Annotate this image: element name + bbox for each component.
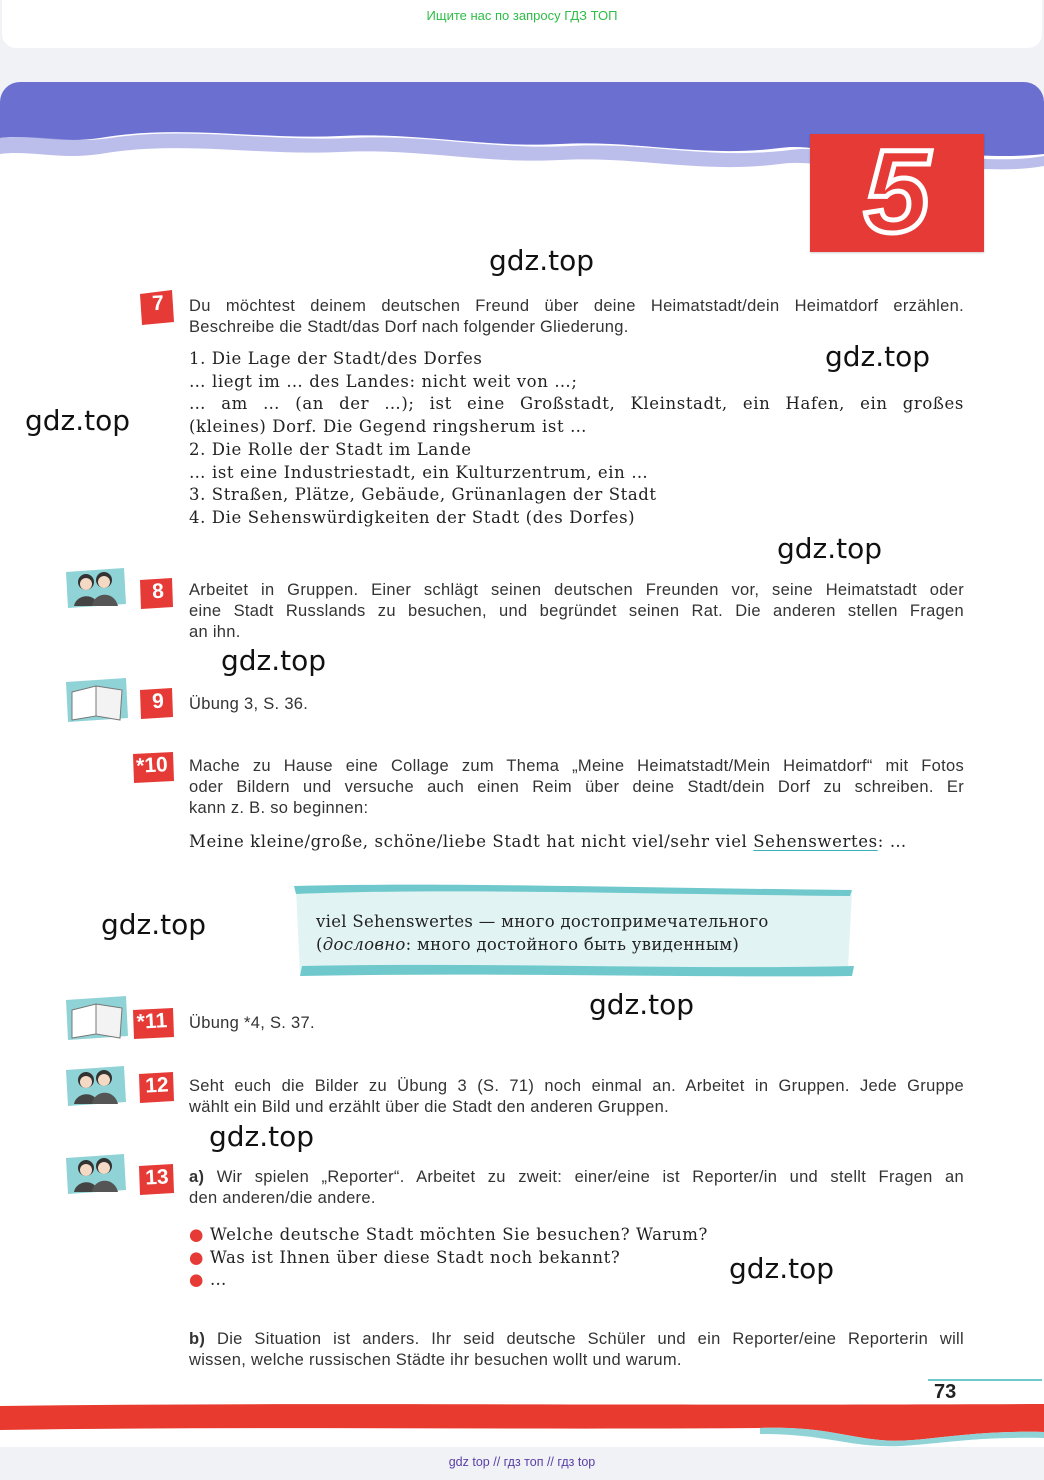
bullet-icon: ● bbox=[189, 1270, 204, 1290]
textbook-page bbox=[0, 82, 1044, 1447]
outline-line: … ist eine Industriestadt, ein Kulturzentrum, ein … bbox=[189, 462, 649, 482]
task-8-line: Arbeitet in Gruppen. Einer schlägt seinen deutschen Freunden vor, seine Heimatstadt oder bbox=[189, 581, 964, 599]
task-8-badge: 8 bbox=[151, 579, 165, 604]
footer-separator: // bbox=[546, 1455, 554, 1469]
group-work-icon bbox=[64, 564, 128, 610]
task-13b-label: b) bbox=[189, 1330, 206, 1348]
question: Was ist Ihnen über diese Stadt noch bekannt? bbox=[209, 1247, 621, 1267]
outline-line: … am … (an der …); ist eine Großstadt, Kleinstadt, ein Hafen, ein großes bbox=[189, 394, 964, 414]
task-10-line: Mache zu Hause eine Collage zum Thema „Meine Heimatstadt/Mein Heimatdorf“ mit Fotos bbox=[189, 757, 964, 775]
outline-line: 3. Straßen, Plätze, Gebäude, Grünanlagen der Stadt bbox=[189, 485, 657, 505]
task-7-badge: 7 bbox=[151, 291, 165, 316]
watermark: gdz.top bbox=[101, 908, 207, 941]
vocab-term: viel Sehenswertes bbox=[316, 912, 474, 931]
task-9-text: Übung 3, S. 36. bbox=[189, 695, 309, 713]
workbook-icon bbox=[64, 994, 130, 1042]
task-12-line: Seht euch die Bilder zu Übung 3 (S. 71) noch einmal an. Arbeitet in Gruppen. Jede Gruppe bbox=[189, 1077, 964, 1095]
task-13a-line-1: Wir spielen „Reporter“. Arbeitet zu zweit: einer/eine ist Reporter/in und stellt Fragen an bbox=[204, 1168, 964, 1186]
task-12-instructions bbox=[189, 1076, 964, 1118]
page-number: 73 bbox=[934, 1381, 957, 1403]
outline-line: 1. Die Lage der Stadt/des Dorfes bbox=[189, 349, 483, 368]
task-11-badge: *11 bbox=[136, 1009, 168, 1034]
task-7-outline bbox=[189, 348, 964, 530]
poem-highlight-word: Sehenswertes bbox=[753, 832, 878, 851]
watermark: gdz.top bbox=[25, 404, 131, 437]
task-13a-line-2: den anderen/die andere. bbox=[189, 1189, 376, 1207]
search-hint-link[interactable]: Ищите нас по запросу ГДЗ ТОП bbox=[426, 8, 618, 23]
task-12-line: wählt ein Bild und erzählt über die Stadt den anderen Gruppen. bbox=[189, 1098, 669, 1116]
question: Welche deutsche Stadt möchten Sie besuchen? Warum? bbox=[209, 1225, 708, 1244]
outline-line: 4. Die Sehenswürdigkeiten der Stadt (des Dorfes) bbox=[189, 507, 636, 527]
vocab-dash: — bbox=[473, 912, 502, 931]
pair-work-icon bbox=[64, 1150, 128, 1196]
footer-link-2[interactable]: гдз топ bbox=[503, 1455, 544, 1469]
task-10-line: oder Bildern und versuche auch einen Reim über deine Stadt/dein Dorf zu schreiben. Er bbox=[189, 778, 964, 796]
outline-line: (kleines) Dorf. Die Gegend ringsherum ist … bbox=[189, 417, 588, 437]
task-7-line-1: Du möchtest deinem deutschen Freund über deine Heimatstadt/dein Heimatdorf erzählen. bbox=[189, 297, 964, 315]
footer-ribbon bbox=[0, 1400, 1044, 1447]
task-10-poem-line bbox=[189, 831, 969, 854]
footer-link-3[interactable]: гдз top bbox=[557, 1455, 596, 1469]
task-7-instructions bbox=[189, 296, 964, 338]
task-13-part-b bbox=[189, 1329, 964, 1371]
vocab-paren: ( bbox=[316, 935, 323, 954]
task-8-line: eine Stadt Russlands zu besuchen, und begründet seinen Rat. Die anderen stellen Fragen bbox=[189, 602, 964, 620]
top-bar bbox=[0, 0, 1044, 50]
vocab-literal-text: : много достойного быть увиденным) bbox=[405, 935, 740, 954]
task-8-line: an ihn. bbox=[189, 623, 241, 641]
watermark: gdz.top bbox=[729, 1252, 835, 1285]
bullet-icon: ● bbox=[189, 1247, 204, 1267]
task-11-text: Übung *4, S. 37. bbox=[189, 1014, 315, 1032]
task-13-badge: 13 bbox=[144, 1165, 170, 1190]
watermark: gdz.top bbox=[489, 244, 595, 277]
watermark: gdz.top bbox=[221, 644, 327, 677]
poem-start: Meine kleine/große, schöne/liebe Stadt hat nicht viel/sehr viel bbox=[189, 832, 754, 851]
task-13a-label: a) bbox=[189, 1168, 205, 1186]
vocabulary-note bbox=[316, 910, 836, 956]
bullet-icon: ● bbox=[189, 1225, 204, 1244]
outline-line: … liegt im … des Landes: nicht weit von …; bbox=[189, 371, 578, 391]
watermark: gdz.top bbox=[209, 1120, 315, 1153]
task-13b-line-2: wissen, welche russischen Städte ihr besuchen wollt und warum. bbox=[189, 1351, 682, 1369]
task-9-badge: 9 bbox=[151, 689, 165, 714]
task-13-questions bbox=[189, 1224, 964, 1292]
task-8-instructions bbox=[189, 580, 964, 643]
footer-separator: // bbox=[493, 1455, 501, 1469]
outline-line: 2. Die Rolle der Stadt im Lande bbox=[189, 439, 472, 459]
task-12-badge: 12 bbox=[144, 1073, 170, 1098]
vocab-literal-label: дословно bbox=[322, 935, 406, 954]
task-7-line-2: Beschreibe die Stadt/das Dorf nach folgender Gliederung. bbox=[189, 318, 629, 336]
task-10-line: kann z. B. so beginnen: bbox=[189, 799, 369, 817]
vocab-translation: много достопримечательного bbox=[501, 912, 769, 931]
task-13b-line-1: Die Situation ist anders. Ihr seid deutsche Schüler und ein Reporter/eine Reporterin will bbox=[205, 1330, 964, 1348]
top-card bbox=[2, 0, 1042, 48]
unit-number-box bbox=[810, 126, 984, 258]
question: … bbox=[209, 1270, 227, 1290]
watermark: gdz.top bbox=[825, 340, 931, 373]
task-10-badge: *10 bbox=[135, 753, 169, 778]
footer-link-1[interactable]: gdz top bbox=[448, 1455, 490, 1469]
task-10-instructions bbox=[189, 756, 964, 819]
watermark: gdz.top bbox=[777, 532, 883, 565]
unit-number: 5 bbox=[864, 126, 930, 258]
workbook-icon bbox=[64, 676, 130, 724]
poem-end: : … bbox=[877, 832, 907, 851]
watermark: gdz.top bbox=[589, 988, 695, 1021]
task-13-part-a bbox=[189, 1167, 964, 1209]
footer-links bbox=[0, 1455, 1044, 1469]
group-work-icon bbox=[64, 1062, 128, 1108]
